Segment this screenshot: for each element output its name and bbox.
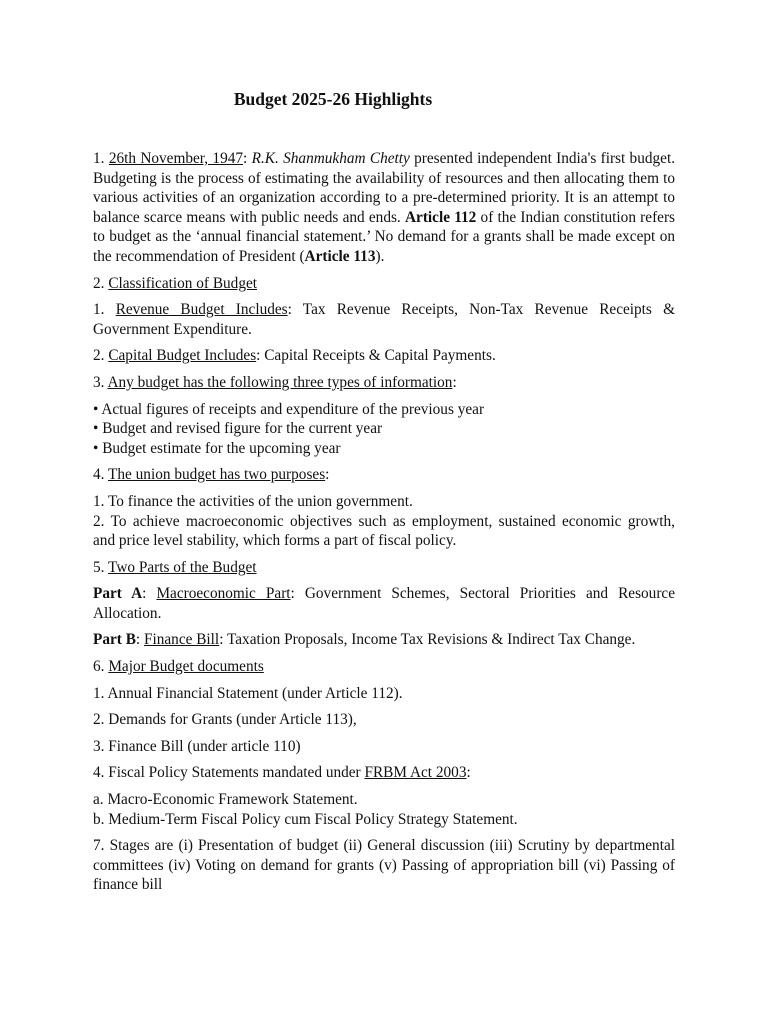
part-a-paragraph — [93, 584, 675, 623]
intro-date: 26th November, 1947 — [108, 150, 244, 167]
section-2-heading — [93, 274, 675, 294]
capital-number: 2. — [93, 347, 105, 365]
section-4-title: The union budget has two purposes — [108, 466, 326, 484]
document-item: 2. Demands for Grants (under Article 113), — [93, 711, 357, 729]
fiscal-policy-prefix: 4. Fiscal Policy Statements mandated under — [93, 764, 365, 782]
purposes-list — [93, 492, 675, 551]
capital-text: : Capital Receipts & Capital Payments. — [256, 347, 496, 365]
section-3-number: 3. — [93, 373, 105, 391]
part-a-colon: : — [142, 585, 157, 603]
section-4-heading — [93, 465, 675, 485]
intro-text-3: ). — [375, 247, 385, 265]
part-a-label: Part A — [93, 585, 143, 603]
capital-label: Capital Budget Includes — [108, 347, 257, 365]
section-6-heading — [93, 657, 675, 677]
section-2-number: 2. — [93, 274, 105, 292]
intro-text-1: presented independent India's first budget. Budgeting is the process of estimating the availability of resources and then allocating them to various activities of an organization according to a pre-determined priority. It is an attempt to balance scarce means with public needs and ends. — [93, 150, 676, 226]
information-types-list — [93, 400, 675, 459]
revenue-text: : Tax Revenue Receipts, Non-Tax Revenue Receipts & Government Expenditure. — [93, 301, 675, 338]
article-112: Article 112 — [404, 208, 477, 226]
list-item: b. Medium-Term Fiscal Policy cum Fiscal Policy Strategy Statement. — [93, 810, 518, 828]
fiscal-policy-paragraph — [93, 763, 675, 783]
list-item: • Budget estimate for the upcoming year — [93, 439, 675, 459]
section-4-number: 4. — [93, 466, 105, 484]
revenue-label: Revenue Budget Includes — [115, 301, 288, 319]
list-item: 1. To finance the activities of the union government. — [93, 492, 413, 510]
part-a-text: : Government Schemes, Sectoral Priorities and Resource Allocation. — [93, 585, 675, 622]
part-b-text: : Taxation Proposals, Income Tax Revisions & Indirect Tax Change. — [219, 631, 636, 649]
revenue-budget-paragraph — [93, 300, 675, 339]
intro-colon: : — [243, 150, 248, 167]
section-3-colon: : — [452, 373, 457, 391]
list-item: 2. To achieve macroeconomic objectives such as employment, sustained economic growth, and price level stability, which forms a part of fiscal policy. — [93, 512, 675, 550]
part-b-colon: : — [135, 631, 144, 649]
part-a-subtitle: Macroeconomic Part — [156, 585, 291, 603]
section-5-title: Two Parts of the Budget — [108, 558, 257, 576]
section-6-number: 6. — [93, 658, 105, 676]
part-b-label: Part B — [93, 631, 136, 649]
intro-paragraph — [93, 149, 675, 267]
section-6-title: Major Budget documents — [108, 658, 264, 676]
section-2-title: Classification of Budget — [108, 274, 258, 292]
fiscal-policy-colon: : — [466, 764, 471, 782]
page-title: Budget 2025-26 Highlights — [233, 89, 433, 109]
document-body — [93, 149, 675, 902]
section-4-colon: : — [325, 466, 330, 484]
stages-paragraph: 7. Stages are (i) Presentation of budget (ii) General discussion (iii) Scrutiny by departmental committees (iv) Voting on demand for grants (v) Passing of appropriation bill (vi) Passing of finance bill — [93, 837, 675, 894]
list-item: • Budget and revised figure for the current year — [93, 419, 675, 439]
part-b-subtitle: Finance Bill — [143, 631, 220, 649]
capital-budget-paragraph — [93, 346, 675, 366]
document-item: 1. Annual Financial Statement (under Article 112). — [93, 684, 403, 702]
revenue-number: 1. — [93, 301, 105, 319]
frbm-act: FRBM Act 2003 — [364, 764, 467, 782]
intro-number: 1. — [93, 150, 105, 167]
part-b-paragraph — [93, 630, 675, 650]
document-item: 3. Finance Bill (under article 110) — [93, 737, 301, 755]
section-3-title: Any budget has the following three types of information — [107, 373, 453, 391]
section-5-heading — [93, 558, 675, 578]
list-item: • Actual figures of receipts and expenditure of the previous year — [93, 400, 675, 420]
section-3-heading — [93, 373, 675, 393]
section-5-number: 5. — [93, 558, 105, 576]
article-113: Article 113 — [304, 247, 376, 265]
intro-person: R.K. Shanmukham Chetty — [251, 150, 410, 167]
list-item: a. Macro-Economic Framework Statement. — [93, 791, 358, 809]
fiscal-statements-list — [93, 790, 675, 829]
intro-text-2: of the Indian constitution refers to budget as the ‘annual financial statement.’ No demand for a grants shall be made except on the recommendation of President ( — [93, 208, 675, 265]
